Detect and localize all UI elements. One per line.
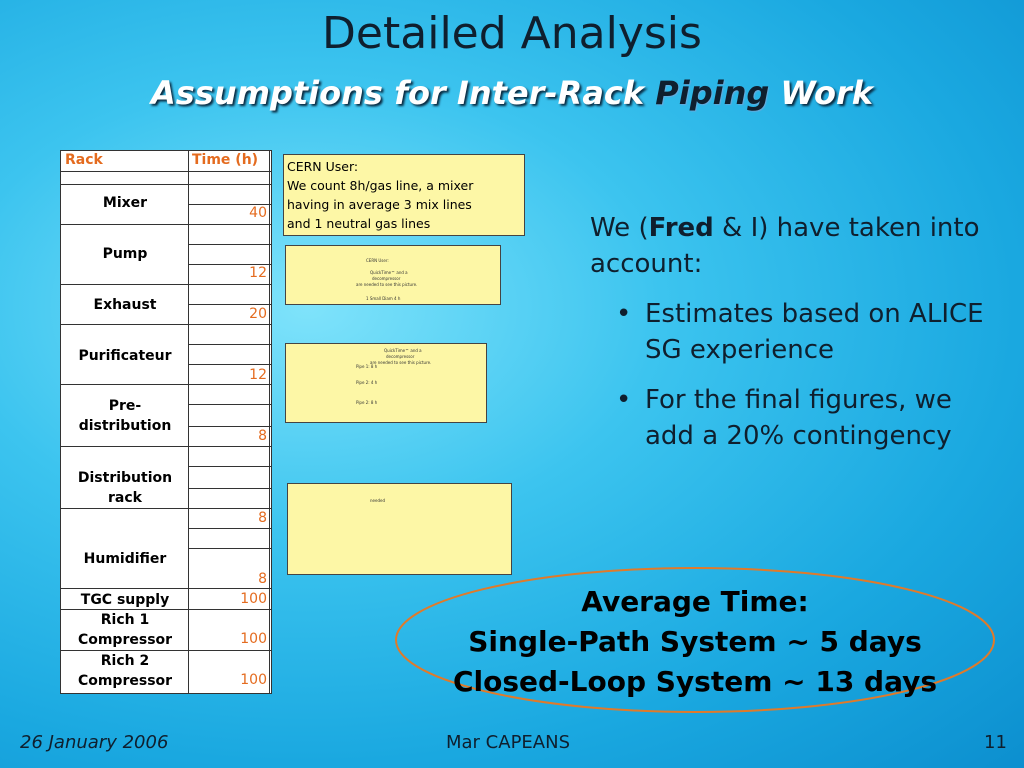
note-text: QuickTime™ and a — [370, 270, 408, 275]
table-row-time: 100 — [240, 631, 267, 647]
note-text: CERN User: — [366, 258, 389, 263]
table-row-name: Mixer — [102, 195, 148, 211]
note-line: CERN User: — [287, 159, 359, 174]
table-row-time: 100 — [240, 591, 267, 607]
note-text: decompressor — [372, 276, 401, 281]
subtitle-part1: Assumptions for Inter-Rack — [150, 74, 656, 112]
fred-name: Fred — [648, 213, 714, 243]
table-row-time: 100 — [240, 672, 267, 688]
table-row-name: Pre- distribution — [78, 398, 172, 434]
right-text-block — [590, 210, 990, 454]
rack-time-table — [60, 150, 272, 694]
note-line: and 1 neutral gas lines — [287, 216, 431, 231]
subtitle-part2: Piping — [655, 74, 770, 112]
table-row-time: 8 — [258, 428, 267, 444]
table-row-time: 20 — [249, 306, 267, 322]
note-text: Pipe 1: 8 h — [356, 364, 378, 369]
table-row-name: Pump — [102, 246, 148, 262]
header-time: Time (h) — [192, 152, 259, 168]
table-row-name: Distribution rack — [77, 470, 173, 506]
bullet-icon: • — [616, 299, 632, 329]
comment-note — [285, 343, 487, 423]
bullet-item: • For the final figures, we add a 20% contingency — [590, 382, 990, 454]
table-row-name: Humidifier — [83, 551, 167, 567]
footer-date: 26 January 2006 — [20, 732, 169, 753]
table-row-name: TGC supply — [80, 592, 170, 608]
table-row-time: 12 — [249, 265, 267, 281]
table-row-time: 40 — [249, 205, 267, 221]
note-line: having in average 3 mix lines — [287, 197, 472, 212]
summary-line: Single-Path System ~ 5 days — [468, 625, 922, 658]
note-line: We count 8h/gas line, a mixer — [287, 178, 474, 193]
comment-note — [283, 154, 525, 236]
note-text: Pipe 2: 4 h — [356, 380, 378, 385]
note-text: needed — [370, 498, 385, 503]
note-text: 1 Small Diam 4 h — [366, 296, 401, 301]
header-rack: Rack — [65, 152, 103, 168]
table-row-name: Purificateur — [78, 348, 172, 364]
bullet-icon: • — [616, 385, 632, 415]
bullet-item: • Estimates based on ALICE SG experience — [590, 296, 990, 368]
page-number: 11 — [984, 732, 1007, 753]
slide-subtitle — [0, 74, 1024, 112]
note-text: are needed to see this picture. — [370, 360, 432, 365]
table-row-time: 8 — [258, 571, 267, 587]
note-text: Pipe 2: 8 h — [356, 400, 378, 405]
comment-note — [287, 483, 512, 575]
summary-line: Closed-Loop System ~ 13 days — [452, 665, 938, 698]
summary-block — [400, 582, 990, 702]
summary-line: Average Time: — [581, 585, 809, 618]
table-row-name: Exhaust — [93, 297, 157, 313]
note-text: are needed to see this picture. — [356, 282, 418, 287]
intro-text: We (Fred & I) have taken into account: — [590, 213, 980, 279]
table-row-name: Rich 2 Compressor — [77, 653, 173, 689]
footer-author: Mar CAPEANS — [446, 732, 570, 753]
slide-title: Detailed Analysis — [322, 8, 702, 59]
table-row-time: 8 — [258, 510, 267, 526]
subtitle-part3: Work — [769, 74, 874, 112]
note-text: QuickTime™ and a — [384, 348, 422, 353]
comment-note — [285, 245, 501, 305]
table-row-time: 12 — [249, 367, 267, 383]
table-row-name: Rich 1 Compressor — [77, 612, 173, 648]
note-text: decompressor — [386, 354, 415, 359]
